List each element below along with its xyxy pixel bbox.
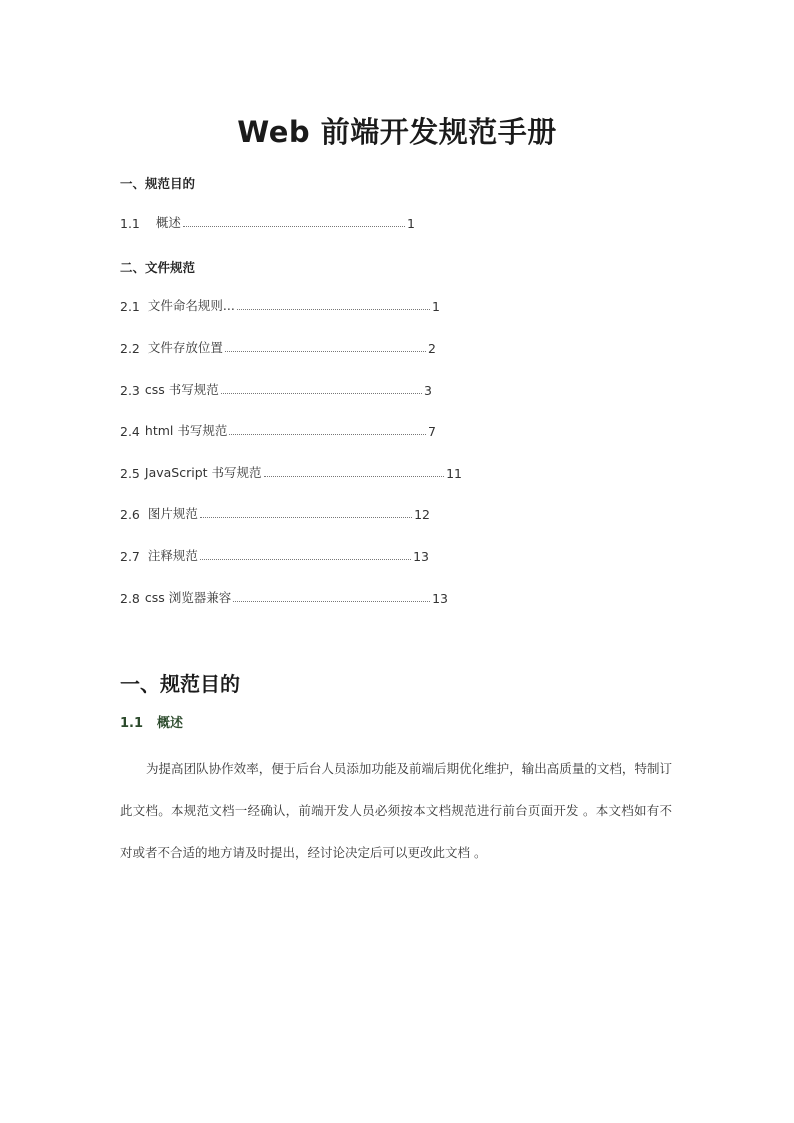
toc-entry-label: 文件命名规则... — [147, 298, 235, 313]
subsection-number: 1.1 — [120, 716, 144, 731]
toc-entry-label: 注释规范 — [147, 548, 198, 563]
toc-entry-page: 3 — [424, 383, 432, 398]
toc-entry-page: 12 — [414, 507, 430, 522]
body-paragraph: 为提高团队协作效率，便于后台人员添加功能及前端后期优化维护，输出高质量的文档，特制订此文档。本规范文档一经确认，前端开发人员必须按本文档规范进行前台页面开发 。本文档如有不对或者不合适的地方请及时提出，经讨论决定后可以更改此文档 。 — [120, 761, 672, 860]
toc-leader-dots — [264, 476, 445, 477]
toc-entry-number: 2.8 — [120, 591, 140, 606]
toc-entry-number: 2.7 — [120, 549, 140, 564]
toc-entry-label: 文件存放位置 — [147, 340, 223, 355]
toc-entry[interactable] — [120, 338, 436, 356]
toc-entry-page: 13 — [432, 591, 448, 606]
toc-entry-number: 2.4 — [120, 424, 140, 439]
toc-section-heading-2: 二、文件规范 — [120, 260, 196, 275]
toc-leader-dots — [229, 434, 426, 435]
toc-entry-number: 2.3 — [120, 383, 140, 398]
toc-entry-label: css 浏览器兼容 — [144, 590, 232, 605]
document-title: Web 前端开发规范手册 — [237, 115, 557, 149]
toc-entry-label: JavaScript 书写规范 — [144, 465, 262, 480]
toc-leader-dots — [233, 601, 430, 602]
toc-entry-page: 13 — [413, 549, 429, 564]
toc-entry-label: 概述 — [155, 215, 181, 230]
section-heading: 一、规范目的 — [120, 672, 240, 696]
toc-entry[interactable] — [120, 421, 436, 439]
toc-entry[interactable] — [120, 296, 440, 314]
toc-leader-dots — [200, 517, 412, 518]
subsection-title: 概述 — [157, 716, 184, 731]
toc-entry[interactable] — [120, 463, 462, 481]
toc-entry[interactable] — [120, 380, 432, 398]
toc-entry[interactable] — [120, 588, 448, 606]
toc-entry-page: 1 — [432, 299, 440, 314]
toc-entry-number: 2.1 — [120, 299, 140, 314]
toc-entry-page: 11 — [446, 466, 462, 481]
toc-entry-label: 图片规范 — [147, 506, 198, 521]
toc-entry-page: 2 — [428, 341, 436, 356]
toc-leader-dots — [221, 393, 422, 394]
toc-entry-page: 1 — [407, 216, 415, 231]
toc-leader-dots — [183, 226, 405, 227]
toc-section-heading-1: 一、规范目的 — [120, 176, 196, 191]
toc-entry-number: 2.2 — [120, 341, 140, 356]
toc-leader-dots — [200, 559, 411, 560]
toc-entry[interactable] — [120, 213, 415, 231]
toc-entry-number: 2.5 — [120, 466, 140, 481]
toc-entry-label: css 书写规范 — [144, 382, 219, 397]
toc-entry-number: 2.6 — [120, 507, 140, 522]
toc-entry[interactable] — [120, 546, 429, 564]
toc-entry-label: html 书写规范 — [144, 423, 228, 438]
subsection-heading — [120, 712, 183, 731]
toc-leader-dots — [225, 351, 426, 352]
toc-entry[interactable] — [120, 504, 430, 522]
toc-entry-page: 7 — [428, 424, 436, 439]
toc-entry-number: 1.1 — [120, 216, 140, 231]
toc-leader-dots — [237, 309, 430, 310]
